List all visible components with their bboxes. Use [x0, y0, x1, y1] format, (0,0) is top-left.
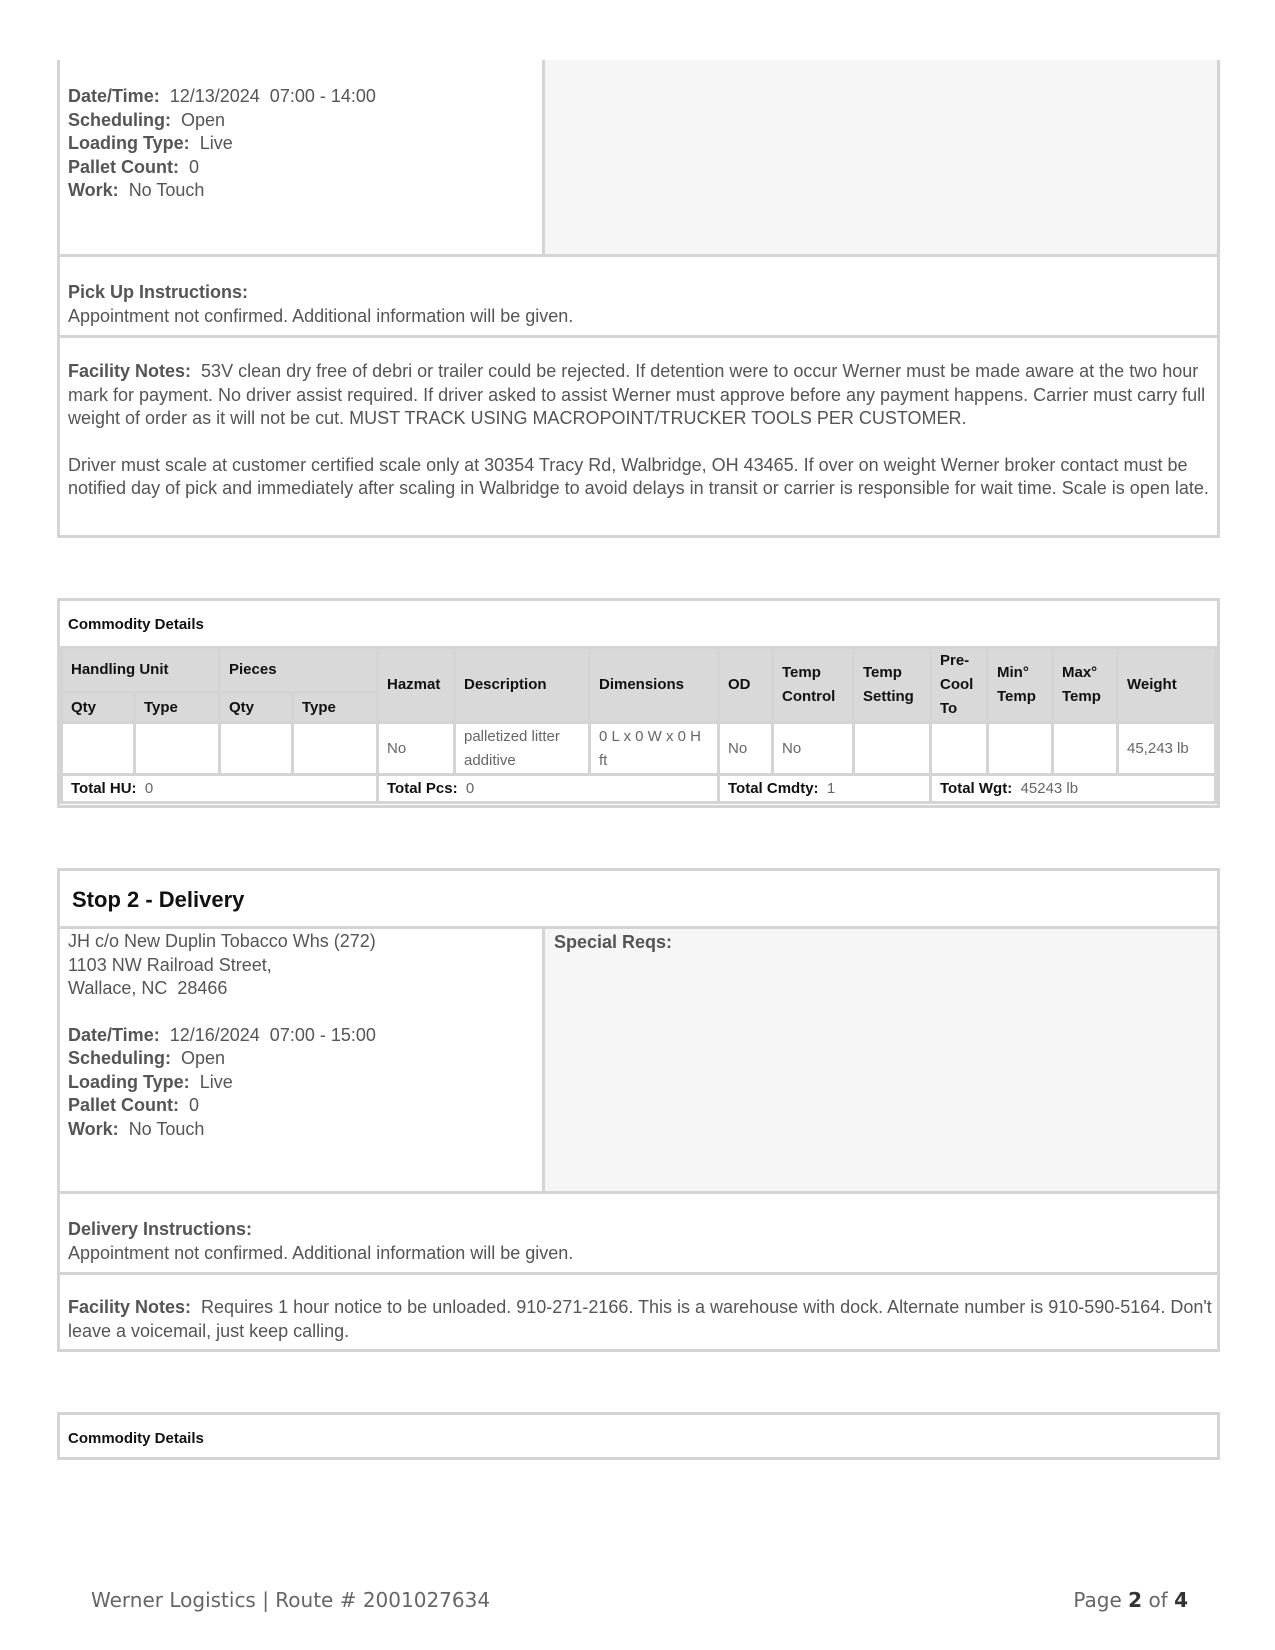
- commodity-details-1: [57, 598, 1220, 808]
- commodity-details-title: Commodity Details: [68, 1430, 204, 1447]
- stop1-facility-notes: Facility Notes: 53V clean dry free of debri or trailer could be rejected. If detention were to occur Werner must be made aware at the two hour mark for payment. No driver assist required. If driver asked to assist Werner must approve before any payment happens. Carrier must carry full weight of order as it will not be cut. MUST TRACK USING MACROPOINT/TRUCKER TOOLS PER CUSTOMER. Driver must scale at customer certified scale only at 30354 Tracy Rd, Walbridge, OH 43465. If over on weight Werner broker contact must be notified day of pick and immediately after scaling in Walbridge to avoid delays in transit or carrier is responsible for wait time. Scale is open late.: [68, 361, 1209, 498]
- total-hu: 0: [144, 779, 154, 797]
- stop2-scheduling: Open: [181, 1048, 226, 1068]
- footer-page-number: Page 2 of 4: [1073, 1588, 1188, 1612]
- stop1-details: Date/Time: 12/13/2024 07:00 - 14:00 Scheduling: Open Loading Type: Live Pallet Count: 0 Work: No Touch: [68, 86, 376, 200]
- totals-row: Total HU: 0 Total Pcs: 0 Total Cmdty: 1 Total Wgt: 45243 lb: [62, 775, 1216, 803]
- total-cmdty: 1: [826, 779, 836, 797]
- total-wgt: 45243 lb: [1020, 779, 1079, 797]
- stop2-details: JH c/o New Duplin Tobacco Whs (272) 1103 NW Railroad Street, Wallace, NC 28466 Date/Time: 12/16/2024 07:00 - 15:00 Scheduling: Open Loading Type: Live Pallet Count: 0 Work: No Touch: [68, 931, 376, 1139]
- stop2-datetime: 12/16/2024 07:00 - 15:00: [169, 1024, 376, 1045]
- stop2-card: [57, 868, 1220, 1352]
- stop1-card: [57, 60, 1220, 538]
- stop1-pickup-instructions: Pick Up Instructions: Appointment not confirmed. Additional information will be given.: [68, 282, 574, 326]
- stop1-work: No Touch: [128, 180, 205, 200]
- stop2-address-city: Wallace, NC 28466: [68, 978, 228, 998]
- stop1-special-panel: [545, 60, 1217, 254]
- stop2-work: No Touch: [128, 1118, 205, 1139]
- stop1-pallet-count: 0: [189, 156, 200, 177]
- stop2-special-panel: [545, 929, 1217, 1191]
- stop2-loading-type: Live: [199, 1071, 233, 1092]
- stop2-facility-notes: Facility Notes: Requires 1 hour notice to be unloaded. 910-271-2166. This is a warehouse with dock. Alternate number is 910-590-5164. Don't leave a voicemail, just keep calling.: [68, 1297, 1212, 1341]
- stop2-delivery-instructions: Delivery Instructions: Appointment not confirmed. Additional information will be given.: [68, 1219, 574, 1263]
- stop1-scheduling: Open: [181, 109, 226, 130]
- table-row: No palletized litter additive 0 L x 0 W x 0 H ft No No 45,243 lb: [62, 723, 1216, 775]
- stop1-loading-type: Live: [199, 133, 233, 153]
- stop2-title: Stop 2 - Delivery: [72, 887, 245, 912]
- total-pcs: 0: [465, 779, 475, 797]
- stop2-pallet-count: 0: [189, 1095, 200, 1115]
- stop1-datetime: 12/13/2024 07:00 - 14:00: [169, 86, 376, 106]
- footer-route: Werner Logistics | Route # 2001027634: [91, 1588, 491, 1612]
- commodity-details-2: [57, 1412, 1220, 1460]
- stop2-address-street: 1103 NW Railroad Street,: [68, 954, 272, 975]
- commodity-table: Handling Unit Pieces Hazmat Description Dimensions OD Temp Control Temp Setting Pre- Cool To Min° Temp Max° Temp Weight Qty Type Qty Type No palletized litter additive 0 L x 0 W x 0 H ft No No 45,243 lb Total HU: 0 Total Pcs: 0 Total Cmdty: 1 Total Wgt: 45243 lb: [60, 646, 1217, 804]
- commodity-details-title: Commodity Details: [68, 616, 204, 633]
- stop2-address-name: JH c/o New Duplin Tobacco Whs (272): [68, 931, 376, 951]
- stop2-special-reqs: Special Reqs:: [554, 932, 673, 952]
